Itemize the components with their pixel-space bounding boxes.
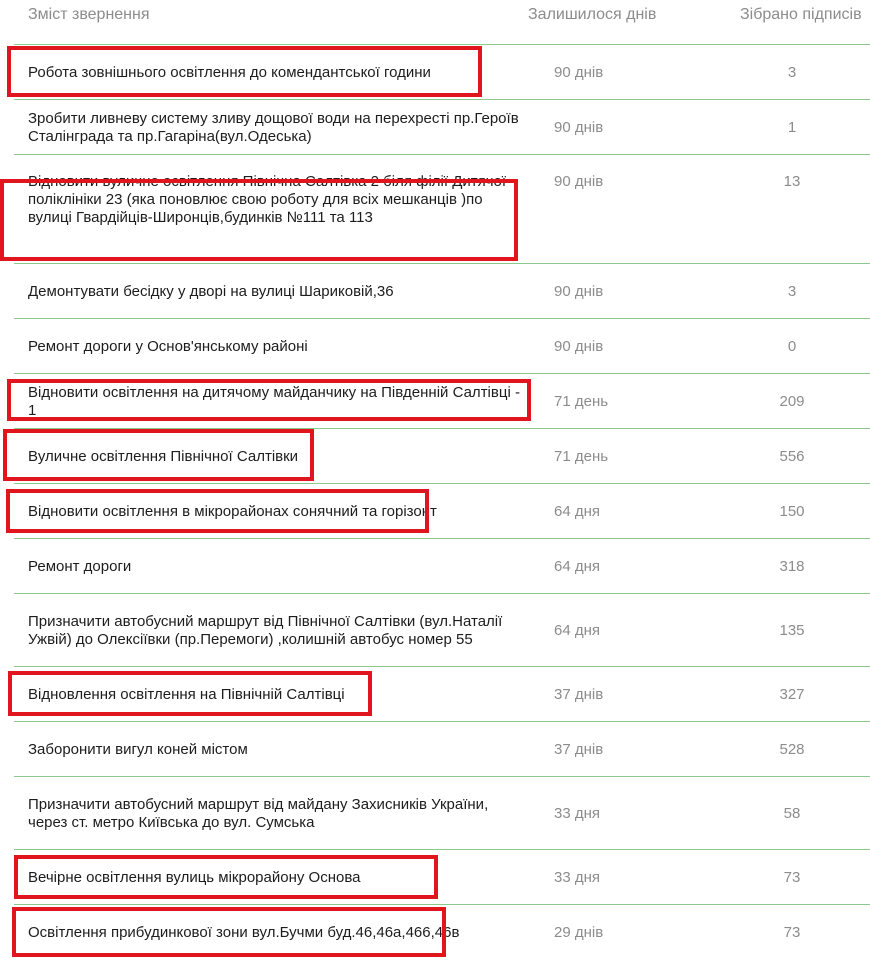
table-row[interactable] xyxy=(14,776,870,850)
signatures-count: 1 xyxy=(787,119,797,136)
petition-title[interactable]: Відновлення освітлення на Північній Салтівці xyxy=(28,685,345,703)
days-left-value: 64 дня xyxy=(554,558,601,575)
column-header-signatures[interactable]: Зібрано підписів xyxy=(740,6,862,23)
signatures-count: 327 xyxy=(779,686,805,703)
signatures-count: 13 xyxy=(783,173,801,190)
days-left-value: 90 днів xyxy=(554,119,604,136)
signatures-count: 556 xyxy=(779,448,805,465)
table-row[interactable] xyxy=(14,666,870,722)
petition-title[interactable]: Відновити освітлення на дитячому майданчику на Південній Салтівці - 1 xyxy=(28,383,520,419)
days-left-value: 33 дня xyxy=(554,805,601,822)
signatures-count: 3 xyxy=(787,64,797,81)
signatures-count: 528 xyxy=(779,741,805,758)
petition-title[interactable]: Відновити освітлення в мікрорайонах сонячний та горізонт xyxy=(28,502,437,520)
table-row[interactable] xyxy=(14,538,870,594)
days-left-value: 90 днів xyxy=(554,64,604,81)
table-row[interactable] xyxy=(14,44,870,100)
petition-title[interactable]: Заборонити вигул коней містом xyxy=(28,740,248,758)
table-header xyxy=(0,0,870,36)
petition-title[interactable]: Робота зовнішнього освітлення до комендантської години xyxy=(28,63,431,81)
signatures-count: 135 xyxy=(779,622,805,639)
days-left-value: 33 дня xyxy=(554,869,601,886)
days-left-value: 71 день xyxy=(554,393,609,410)
days-left-value: 90 днів xyxy=(554,173,604,190)
table-row[interactable] xyxy=(14,373,870,429)
table-row[interactable] xyxy=(14,428,870,484)
table-row[interactable] xyxy=(14,849,870,905)
petition-title[interactable]: Зробити ливневу систему зливу дощової води на перехресті пр.Героїв Сталінграда та пр.Гагаріна(вул.Одеська) xyxy=(28,109,519,145)
petition-title[interactable]: Призначити автобусний маршрут від Північної Салтівки (вул.Наталії Ужвій) до Олексіївки (пр.Перемоги) ,колишній автобус номер 55 xyxy=(28,612,503,648)
table-row[interactable] xyxy=(14,318,870,374)
table-row[interactable] xyxy=(14,721,870,777)
signatures-count: 58 xyxy=(783,805,801,822)
days-left-value: 71 день xyxy=(554,448,609,465)
petition-title[interactable]: Ремонт дороги xyxy=(28,557,132,575)
signatures-count: 73 xyxy=(783,924,801,941)
signatures-count: 0 xyxy=(787,338,797,355)
signatures-count: 150 xyxy=(779,503,805,520)
table-row[interactable] xyxy=(14,263,870,319)
signatures-count: 209 xyxy=(779,393,805,410)
petition-title[interactable]: Ремонт дороги у Основ'янському районі xyxy=(28,337,308,355)
signatures-count: 73 xyxy=(783,869,801,886)
petition-title[interactable]: Вечірне освітлення вулиць мікрорайону Основа xyxy=(28,868,361,886)
days-left-value: 29 днів xyxy=(554,924,604,941)
days-left-value: 64 дня xyxy=(554,622,601,639)
days-left-value: 37 днів xyxy=(554,741,604,758)
table-row[interactable] xyxy=(14,593,870,667)
petition-title[interactable]: Вуличне освітлення Північної Салтівки xyxy=(28,447,299,465)
petition-title[interactable]: Демонтувати бесідку у дворі на вулиці Шариковій,36 xyxy=(28,282,394,300)
days-left-value: 37 днів xyxy=(554,686,604,703)
table-row[interactable] xyxy=(14,154,870,264)
table-row[interactable] xyxy=(14,99,870,155)
petition-title[interactable]: Відновити вуличне освітлення Північна Салтівка 2 біля філії Дитячої поліклініки 23 (яка поновлює свою роботу для всіх мешканців )по вулиці Гвардійців-Широнців,будинків №111 та 113 xyxy=(28,173,507,226)
petition-title[interactable]: Освітлення прибудинкової зони вул.Бучми буд.46,46а,466,46в xyxy=(28,923,460,941)
signatures-count: 318 xyxy=(779,558,805,575)
table-row[interactable] xyxy=(14,904,870,960)
table-row[interactable] xyxy=(14,483,870,539)
signatures-count: 3 xyxy=(787,283,797,300)
days-left-value: 64 дня xyxy=(554,503,601,520)
column-header-content[interactable]: Зміст звернення xyxy=(28,6,150,23)
column-header-days-left[interactable]: Залишилося днів xyxy=(528,6,657,23)
days-left-value: 90 днів xyxy=(554,338,604,355)
days-left-value: 90 днів xyxy=(554,283,604,300)
petition-title[interactable]: Призначити автобусний маршрут від майдану Захисників України, через ст. метро Київська до вул. Сумська xyxy=(28,795,489,831)
